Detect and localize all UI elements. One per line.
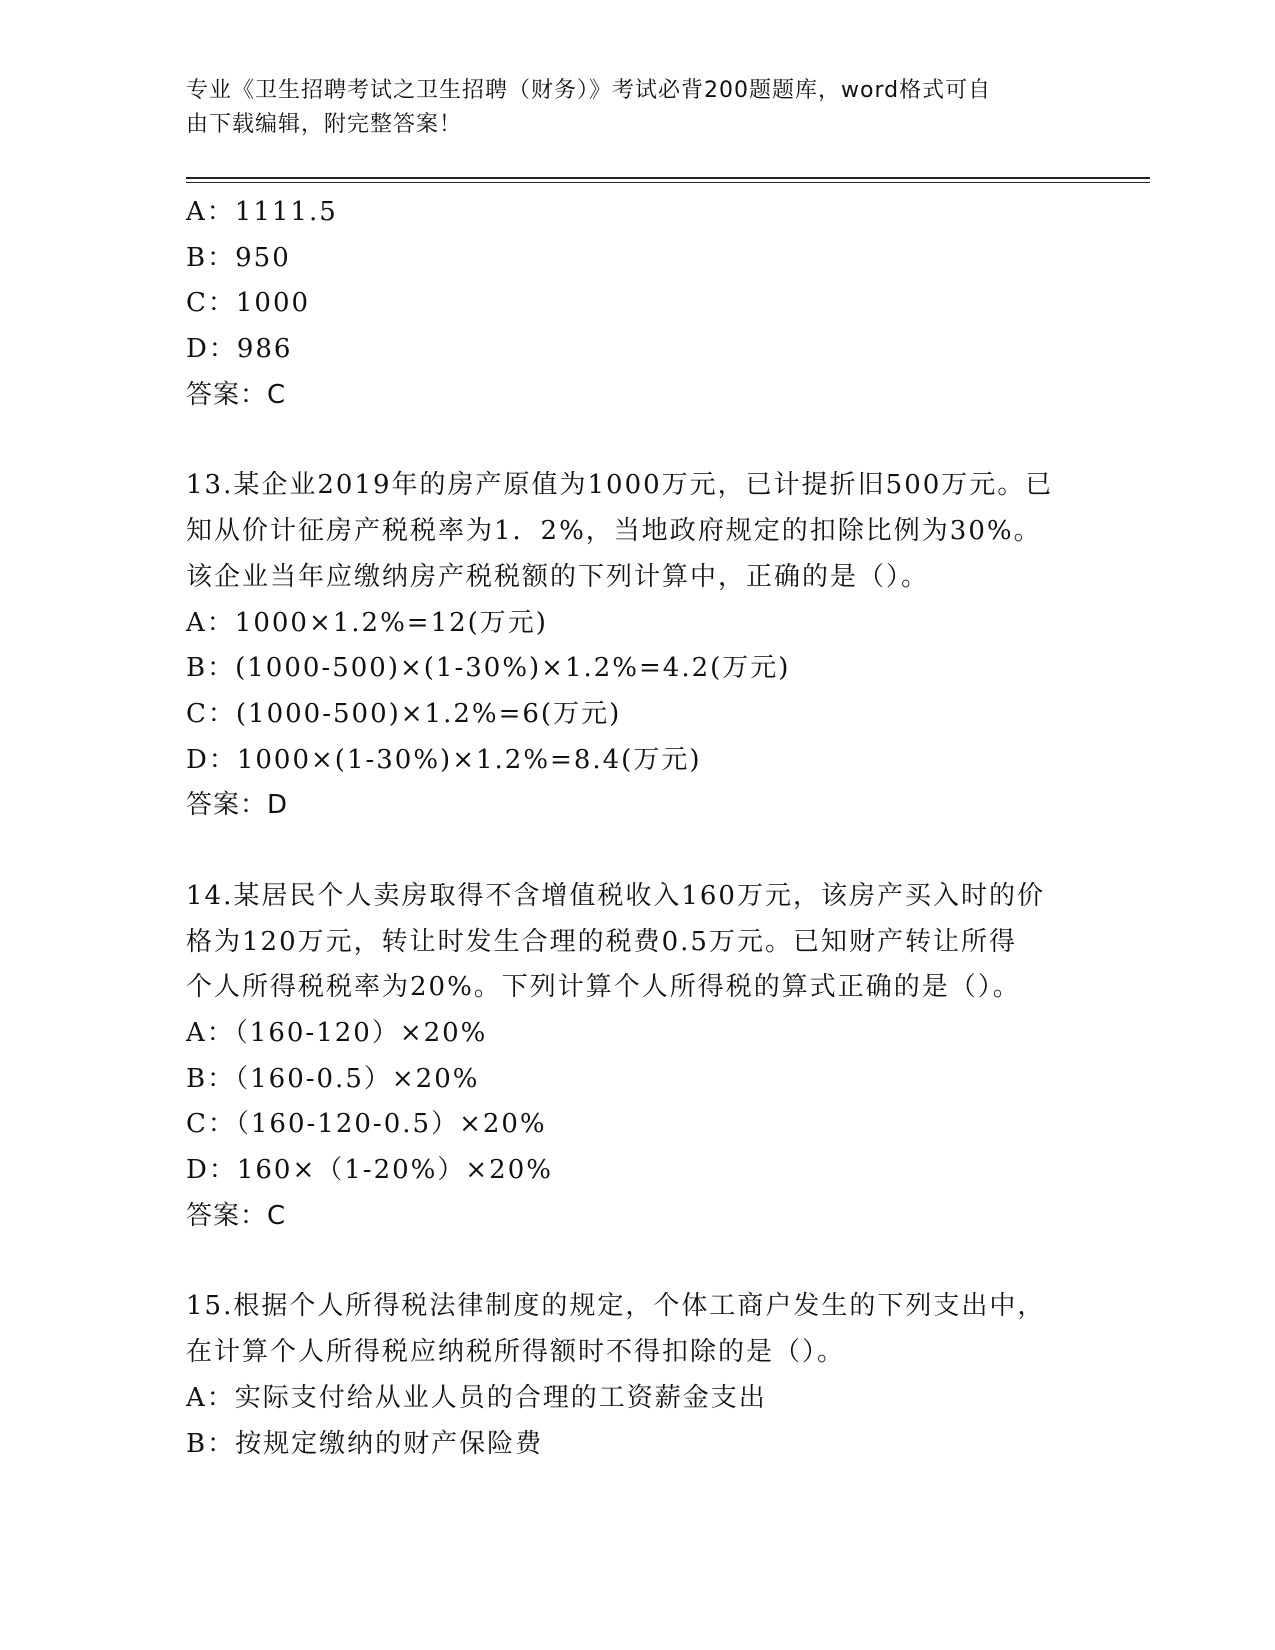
option-b: B：950 [186, 242, 291, 273]
header-divider [186, 177, 1150, 183]
option-d: D：1000×(1-30%)×1.2%=8.4(万元) [186, 744, 702, 775]
option-b: B：(1000-500)×(1-30%)×1.2%=4.2(万元) [186, 653, 791, 684]
answer-line: 答案：D [186, 790, 289, 821]
question-stem-line: 14.某居民个人卖房取得不含增值税收入160万元，该房产买入时的价 [186, 880, 1045, 911]
question-stem-line: 格为120万元，转让时发生合理的税费0.5万元。已知财产转让所得 [186, 926, 1017, 957]
option-a: A：1000×1.2%=12(万元) [186, 607, 548, 638]
question-14 [186, 874, 1086, 1240]
question-15 [186, 1284, 1086, 1467]
answer-line: 答案：C [186, 379, 287, 410]
question-stem-line: 个人所得税税率为20%。下列计算个人所得税的算式正确的是（）。 [186, 972, 1021, 1003]
option-a: A：1111.5 [186, 197, 338, 227]
question-stem-line: 该企业当年应缴纳房产税税额的下列计算中，正确的是（）。 [186, 561, 930, 592]
option-d: D：986 [186, 334, 293, 365]
option-b: B：（160-0.5）×20% [186, 1063, 480, 1094]
question-12 [186, 190, 1086, 418]
option-c: C：(1000-500)×1.2%=6(万元) [186, 698, 622, 729]
question-stem-line: 知从价计征房产税税率为1．2%，当地政府规定的扣除比例为30%。 [186, 516, 1042, 547]
option-c: C：1000 [186, 288, 311, 319]
question-13 [186, 463, 1086, 829]
option-c: C：（160-120-0.5）×20% [186, 1109, 547, 1140]
option-a: A：（160-120）×20% [186, 1018, 488, 1048]
question-stem-line: 13.某企业2019年的房产原值为1000万元，已计提折旧500万元。已 [186, 470, 1054, 501]
document-body [186, 190, 1086, 1467]
option-b: B：按规定缴纳的财产保险费 [186, 1428, 544, 1459]
answer-line: 答案：C [186, 1200, 287, 1231]
header-title-line-2: 由下载编辑，附完整答案！ [186, 112, 463, 137]
question-stem-line: 在计算个人所得税应纳税所得额时不得扣除的是（）。 [186, 1337, 846, 1368]
question-stem-line: 15.根据个人所得税法律制度的规定，个体工商户发生的下列支出中， [186, 1291, 1046, 1322]
option-a: A：实际支付给从业人员的合理的工资薪金支出 [186, 1382, 767, 1413]
header-title-line-1: 专业《卫生招聘考试之卫生招聘（财务）》考试必背200题题库，word格式可自 [186, 78, 992, 103]
option-d: D：160×（1-20%）×20% [186, 1155, 553, 1186]
document-header [186, 74, 1066, 142]
